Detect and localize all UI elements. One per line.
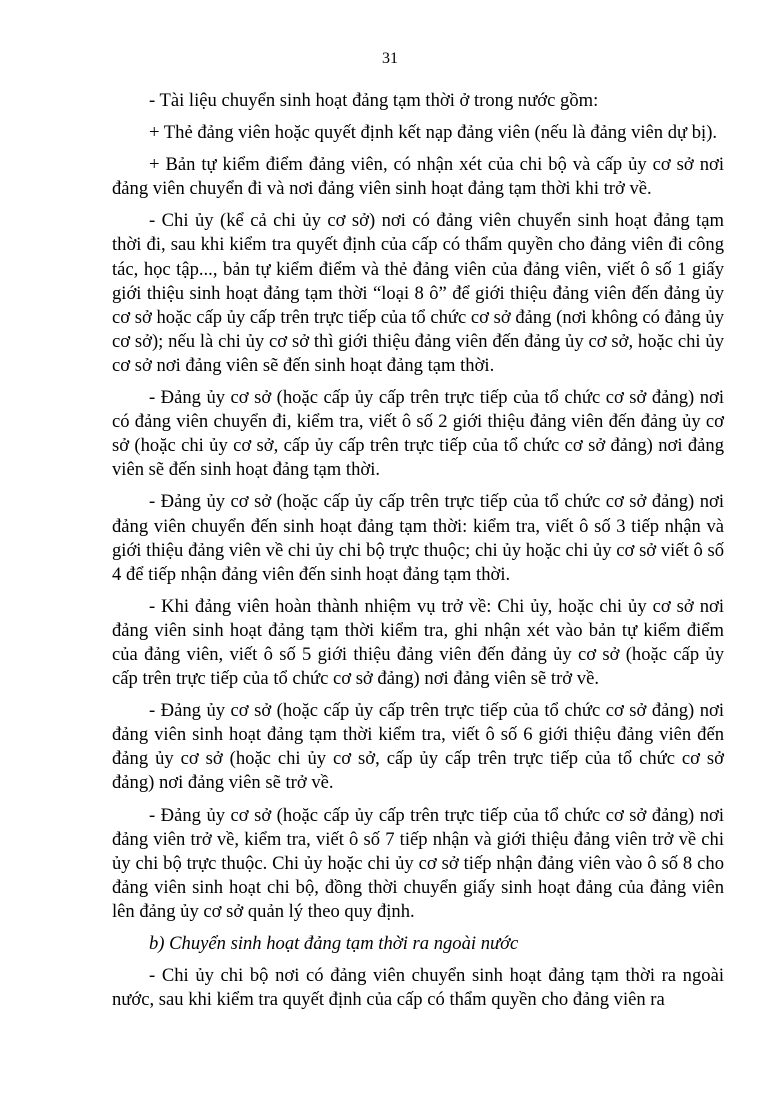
paragraph-party-card: + Thẻ đảng viên hoặc quyết định kết nạp đảng viên (nếu là đảng viên dự bị).: [149, 122, 718, 144]
paragraph-step-box-3-4: - Đảng ủy cơ sở (hoặc cấp ủy cấp trên trực tiếp của tổ chức cơ sở đảng) nơi đảng viên chuyển đến sinh hoạt đảng tạm thời: kiểm tra, viết ô số 3 tiếp nhận và giới thiệu đảng viên về chi ủy chi bộ trực thuộc; chi ủy hoặc chi ủy cơ sở viết ô số 4 để tiếp nhận đảng viên đến sinh hoạt đảng tạm thời.: [112, 491, 724, 585]
paragraph-abroad-step: - Chi ủy chi bộ nơi có đảng viên chuyển sinh hoạt đảng tạm thời ra ngoài nước, sau khi kiểm tra quyết định của cấp có thẩm quyền cho đảng viên ra: [112, 965, 724, 1011]
page-number: 31: [382, 50, 398, 67]
paragraph-self-assessment: + Bản tự kiểm điểm đảng viên, có nhận xét của chi bộ và cấp ủy cơ sở nơi đảng viên chuyển đi và nơi đảng viên sinh hoạt đảng tạm thời khi trở về.: [112, 154, 724, 200]
paragraph-domestic-documents: - Tài liệu chuyển sinh hoạt đảng tạm thời ở trong nước gồm:: [149, 90, 599, 111]
paragraph-step-box-1: - Chi ủy (kể cả chi ủy cơ sở) nơi có đảng viên chuyển sinh hoạt đảng tạm thời đi, sau khi kiểm tra quyết định của cấp có thẩm quyền cho đảng viên đi công tác, học tập..., bản tự kiểm điểm và thẻ đảng viên của đảng viên, viết ô số 1 giấy giới thiệu sinh hoạt đảng tạm thời “loại 8 ô” để giới thiệu đảng viên đến đảng ủy cơ sở hoặc cấp ủy cấp trên trực tiếp của tổ chức cơ sở đảng (nơi không có đảng ủy cơ sở); nếu là chi ủy cơ sở thì giới thiệu đảng viên đến đảng ủy cơ sở, hoặc chi ủy cơ sở nơi đảng viên sẽ đến sinh hoạt đảng tạm thời.: [112, 210, 724, 376]
paragraph-step-box-6: - Đảng ủy cơ sở (hoặc cấp ủy cấp trên trực tiếp của tổ chức cơ sở đảng) nơi đảng viên sinh hoạt đảng tạm thời kiểm tra, viết ô số 6 giới thiệu đảng viên đến đảng ủy cơ sở (hoặc chi ủy cơ sở, cấp ủy cấp trên trực tiếp của tổ chức cơ sở đảng) nơi đảng viên sẽ trở về.: [112, 700, 724, 794]
section-heading-abroad: b) Chuyển sinh hoạt đảng tạm thời ra ngoài nước: [149, 933, 519, 954]
paragraph-step-box-2: - Đảng ủy cơ sở (hoặc cấp ủy cấp trên trực tiếp của tổ chức cơ sở đảng) nơi có đảng viên chuyển đi, kiểm tra, viết ô số 2 giới thiệu đảng viên đến đảng ủy cơ sở (hoặc chi ủy cơ sở, cấp ủy cấp trên trực tiếp của tổ chức cơ sở đảng) nơi đảng viên sẽ đến sinh hoạt đảng tạm thời.: [112, 387, 724, 481]
paragraph-step-box-5: - Khi đảng viên hoàn thành nhiệm vụ trở về: Chi ủy, hoặc chi ủy cơ sở nơi đảng viên sinh hoạt đảng tạm thời kiểm tra, ghi nhận xét vào bản tự kiểm điểm của đảng viên, viết ô số 5 giới thiệu đảng viên đến đảng ủy cơ sở (hoặc cấp ủy cấp trên trực tiếp của tổ chức cơ sở đảng) nơi đảng viên sẽ trở về.: [112, 595, 724, 690]
body-text: [112, 89, 724, 1020]
paragraph-step-box-7-8: - Đảng ủy cơ sở (hoặc cấp ủy cấp trên trực tiếp của tổ chức cơ sở đảng) nơi đảng viên trở về, kiểm tra, viết ô số 7 tiếp nhận và giới thiệu đảng viên trở về chi ủy chi bộ trực thuộc. Chi ủy hoặc chi ủy cơ sở tiếp nhận đảng viên vào ô số 8 cho đảng viên sinh hoạt chi bộ, đồng thời chuyển giấy sinh hoạt đảng của đảng viên lên đảng ủy cơ sở quản lý theo quy định.: [112, 804, 724, 922]
